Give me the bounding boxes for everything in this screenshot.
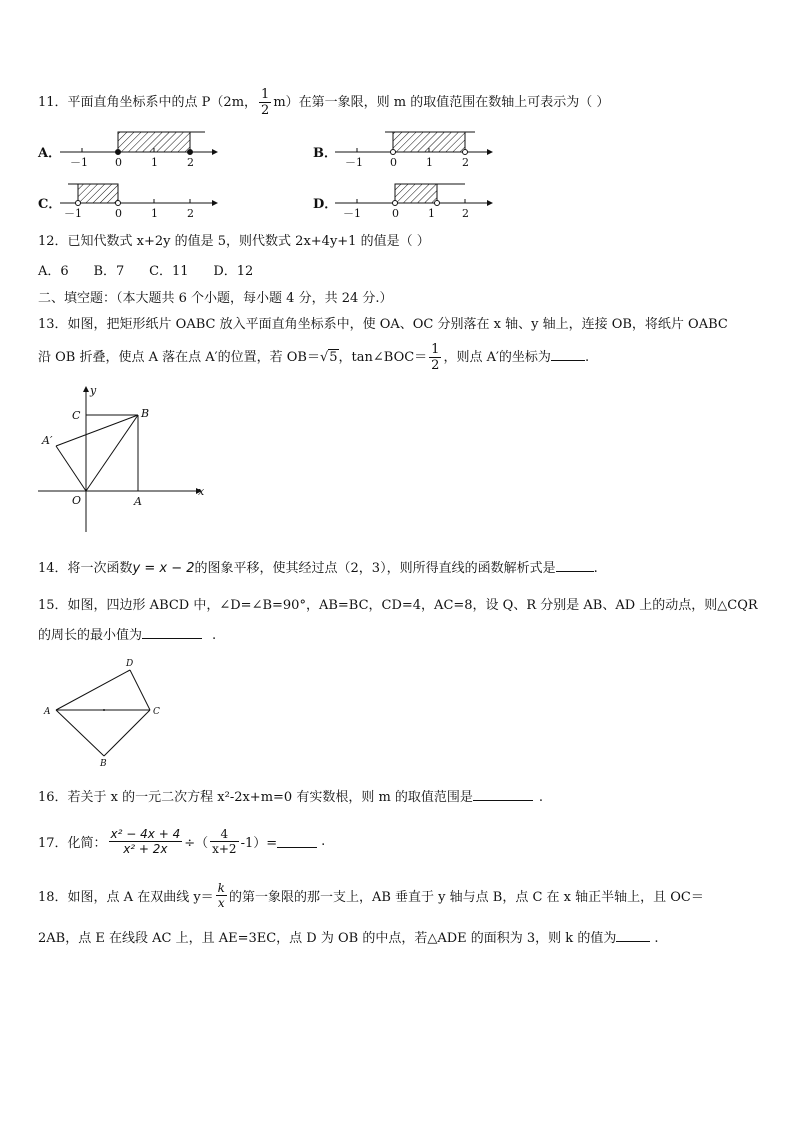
q11-suffix: m）在第一象限，则 m 的取值范围在数轴上可表示为（ ） <box>273 95 610 110</box>
q15-line2 <box>38 624 216 643</box>
tick-label: 1 <box>151 156 158 169</box>
q17-label: 17．化简： <box>38 836 107 851</box>
q11-frac-num: 1 <box>261 87 270 102</box>
q18-line2 <box>38 927 658 946</box>
q14-end: . <box>593 561 598 576</box>
q14-text-a: 14．将一次函数 <box>38 561 133 576</box>
tick-label: 1 <box>428 207 435 220</box>
q15-end: . <box>212 628 217 643</box>
left-endpoint <box>391 150 396 155</box>
answer-blank[interactable] <box>473 788 533 801</box>
q12-choices: A．6 B．7 C．11 D．12 <box>38 264 254 279</box>
q11-fraction <box>259 88 271 117</box>
q13-text-c: ，则点 A′的坐标为 <box>443 350 551 365</box>
label-x: x <box>198 485 205 498</box>
right-endpoint <box>435 201 440 206</box>
q15-text: 的周长的最小值为 <box>38 628 143 643</box>
tick-label: －1 <box>70 156 88 169</box>
q13-line2 <box>38 343 589 372</box>
q11-option-d-letter: D． <box>313 197 338 212</box>
tick-label: 2 <box>462 207 469 220</box>
label-d: D <box>126 659 134 669</box>
tick-label: 1 <box>151 207 158 220</box>
q13-end: . <box>584 350 590 365</box>
tick-label: 0 <box>390 156 397 169</box>
tick-label: －1 <box>345 156 363 169</box>
q18-fraction <box>216 882 227 909</box>
label-b: B <box>100 759 107 769</box>
q14-text-b: 的图象平移，使其经过点（2，3），则所得直线的函数解析式是 <box>194 561 556 576</box>
q17-frac2-den: x+2 <box>212 842 237 856</box>
left-endpoint <box>76 201 81 206</box>
tick-label: 2 <box>187 156 194 169</box>
shade-region <box>395 184 437 203</box>
label-o: O <box>72 494 82 507</box>
label-y: y <box>90 384 97 397</box>
q13-frac-den: 2 <box>431 358 440 373</box>
q11-option-c-letter: C． <box>38 197 62 212</box>
q11-numberline-a <box>60 128 230 168</box>
left-endpoint <box>393 201 398 206</box>
label-c: C <box>72 409 81 422</box>
tick-label: －1 <box>64 207 82 220</box>
section-2-heading: 二、填空题：（本大题共 6 个小题，每小题 4 分，共 24 分.） <box>38 291 393 306</box>
q17-stem <box>38 828 325 855</box>
q17-fraction-1 <box>109 828 183 855</box>
right-endpoint <box>463 150 468 155</box>
right-endpoint <box>116 201 121 206</box>
q17-frac1-num: x² − 4x + 4 <box>110 827 181 841</box>
tick-label: 0 <box>115 207 122 220</box>
q18-frac-den: x <box>217 896 225 910</box>
q17-tail: -1）= <box>240 836 278 851</box>
q18-line1 <box>38 882 704 909</box>
q13-text-a: 沿 OB 折叠，使点 A 落在点 A′的位置，若 OB＝ <box>38 350 320 365</box>
label-c: C <box>153 707 160 717</box>
q15-line1: 15．如图，四边形 ABCD 中，∠D=∠B=90°，AB=BC，CD=4，AC=8，设 Q、R 分别是 AB、AD 上的动点，则△CQR <box>38 598 758 613</box>
q16-end: . <box>538 790 544 805</box>
q11-numberline-c <box>60 179 230 219</box>
q18-end: . <box>654 931 659 946</box>
label-a: A <box>134 495 142 508</box>
q13-line1: 13．如图，把矩形纸片 OABC 放入平面直角坐标系中，使 OA、OC 分别落在 x 轴、y 轴上，连接 OB，将纸片 OABC <box>38 317 728 332</box>
answer-blank[interactable] <box>556 559 594 572</box>
q14-function: y = x − 2 <box>132 561 195 576</box>
q17-fraction-2 <box>210 828 238 855</box>
q17-divide: ÷（ <box>184 836 209 851</box>
answer-blank[interactable] <box>277 835 317 848</box>
q13-text-b: ，tan∠BOC＝ <box>338 350 428 365</box>
q11-frac-den: 2 <box>261 103 270 118</box>
right-endpoint <box>188 150 193 155</box>
tick-label: 0 <box>115 156 122 169</box>
q11-stem <box>38 88 609 117</box>
shade-region <box>78 184 118 203</box>
answer-blank[interactable] <box>142 626 202 639</box>
tick-label: 0 <box>392 207 399 220</box>
q16-text: 16．若关于 x 的一元二次方程 x²-2x+m=0 有实数根，则 m 的取值范围是 <box>38 790 473 805</box>
answer-blank[interactable] <box>616 929 650 942</box>
q11-numberline-b <box>335 128 505 168</box>
label-b: B <box>141 407 150 420</box>
q11-numberline-d <box>335 179 505 219</box>
q17-end: . <box>321 834 326 849</box>
q15-figure <box>42 656 182 769</box>
left-endpoint <box>116 150 121 155</box>
q17-frac2-num: 4 <box>210 828 238 842</box>
answer-blank[interactable] <box>551 348 585 361</box>
tick-label: －1 <box>343 207 361 220</box>
q18-text-c: 2AB，点 E 在线段 AC 上，且 AE=3EC，点 D 为 OB 的中点，若△ADE 的面积为 3，则 k 的值为 <box>38 931 617 946</box>
q13-figure <box>36 384 216 534</box>
q11-option-b-letter: B． <box>313 146 337 161</box>
q17-frac1-den: x² + 2x <box>123 842 168 856</box>
q18-text-a: 18．如图，点 A 在双曲线 y＝ <box>38 890 214 905</box>
tick-label: 2 <box>462 156 469 169</box>
q18-frac-num: k <box>217 881 225 895</box>
q13-sqrt-value: 5 <box>329 350 338 365</box>
q11-option-a-letter: A． <box>38 146 62 161</box>
q11-prefix: 11．平面直角坐标系中的点 P（2m， <box>38 95 258 110</box>
sqrt-symbol: √ <box>319 350 329 365</box>
q16-stem <box>38 786 543 805</box>
label-a: A <box>44 707 51 717</box>
tick-label: 2 <box>187 207 194 220</box>
q13-fraction <box>429 343 441 372</box>
tick-label: 1 <box>426 156 433 169</box>
label-a-prime: A′ <box>42 434 53 447</box>
q12-stem: 12．已知代数式 x+2y 的值是 5，则代数式 2x+4y+1 的值是（ ） <box>38 234 430 249</box>
q14-stem <box>38 557 598 576</box>
q13-frac-num: 1 <box>431 342 440 357</box>
q18-text-b: 的第一象限的那一支上，AB 垂直于 y 轴与点 B，点 C 在 x 轴正半轴上，且 OC＝ <box>228 890 704 905</box>
